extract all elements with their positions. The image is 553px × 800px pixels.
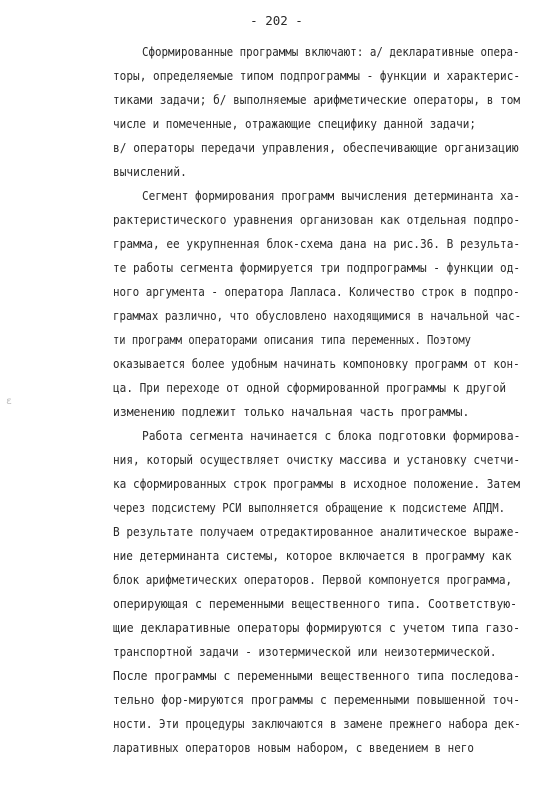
text-line: ного аргумента - оператора Лапласа. Количество строк в подпро-: [113, 284, 520, 299]
text-line: оказывается более удобным начинать компоновку программ от кон-: [113, 356, 520, 371]
text-line: После программы с переменными вещественного типа последова-: [113, 668, 521, 683]
text-line: через подсистему РСИ выполняется обращение к подсистеме АПДМ.: [113, 500, 506, 515]
text-line: ние детерминанта системы, которое включается в программу как: [113, 548, 512, 563]
text-line: транспортной задачи - изотермической или неизотермической.: [113, 644, 497, 659]
text-line: В результате получаем отредактированное аналитическое выраже-: [113, 524, 521, 539]
text-line: Работа сегмента начинается с блока подготовки формирова-: [142, 428, 521, 443]
text-line: тельно фор-мируются программы с переменными повышенной точ-: [113, 692, 521, 707]
text-line: те работы сегмента формируется три подпрограммы - функции од-: [113, 260, 521, 275]
text-line: ти программ операторами описания типа переменных. Поэтому: [113, 332, 471, 347]
text-line: в/ операторы передачи управления, обеспечивающие организацию: [113, 140, 519, 155]
text-line: тиками задачи; б/ выполняемые арифметические операторы, в том: [113, 92, 521, 107]
text-line: ности. Эти процедуры заключаются в замене прежнего набора дек-: [113, 716, 521, 731]
text-line: ца. При переходе от одной сформированной программы к другой: [113, 380, 507, 395]
margin-mark: ε: [6, 396, 13, 407]
text-line: Сегмент формирования программ вычисления детерминанта ха-: [142, 188, 520, 203]
text-line: торы, определяемые типом подпрограммы - функции и характерис-: [113, 68, 521, 83]
text-line: оперирующая с переменными вещественного типа. Соответствую-: [113, 596, 518, 611]
text-line: числе и помеченные, отражающие специфику данной задачи;: [113, 116, 476, 131]
text-line: ка сформированных строк программы в исходное положение. Затем: [113, 476, 521, 491]
page-number: - 202 -: [250, 13, 303, 28]
text-line: рактеристического уравнения организован как отдельная подпро-: [113, 212, 521, 227]
text-line: блок арифметических операторов. Первой компонуется программа,: [113, 572, 513, 587]
text-line: вычислений.: [113, 164, 187, 179]
text-line: ларативных операторов новым набором, с введением в него: [113, 740, 474, 755]
text-line: Сформированные программы включают: а/ декларативные опера-: [142, 44, 520, 59]
text-line: граммах различно, что обусловлено находящимися в начальной час-: [113, 308, 522, 323]
text-line: щие декларативные операторы формируются с учетом типа газо-: [113, 620, 521, 635]
text-line: изменению подлежит только начальная часть программы.: [113, 404, 470, 419]
text-line: грамма, ее укрупненная блок-схема дана на рис.36. В результа-: [113, 236, 521, 251]
text-line: ния, который осуществляет очистку массива и установку счетчи-: [113, 452, 521, 467]
